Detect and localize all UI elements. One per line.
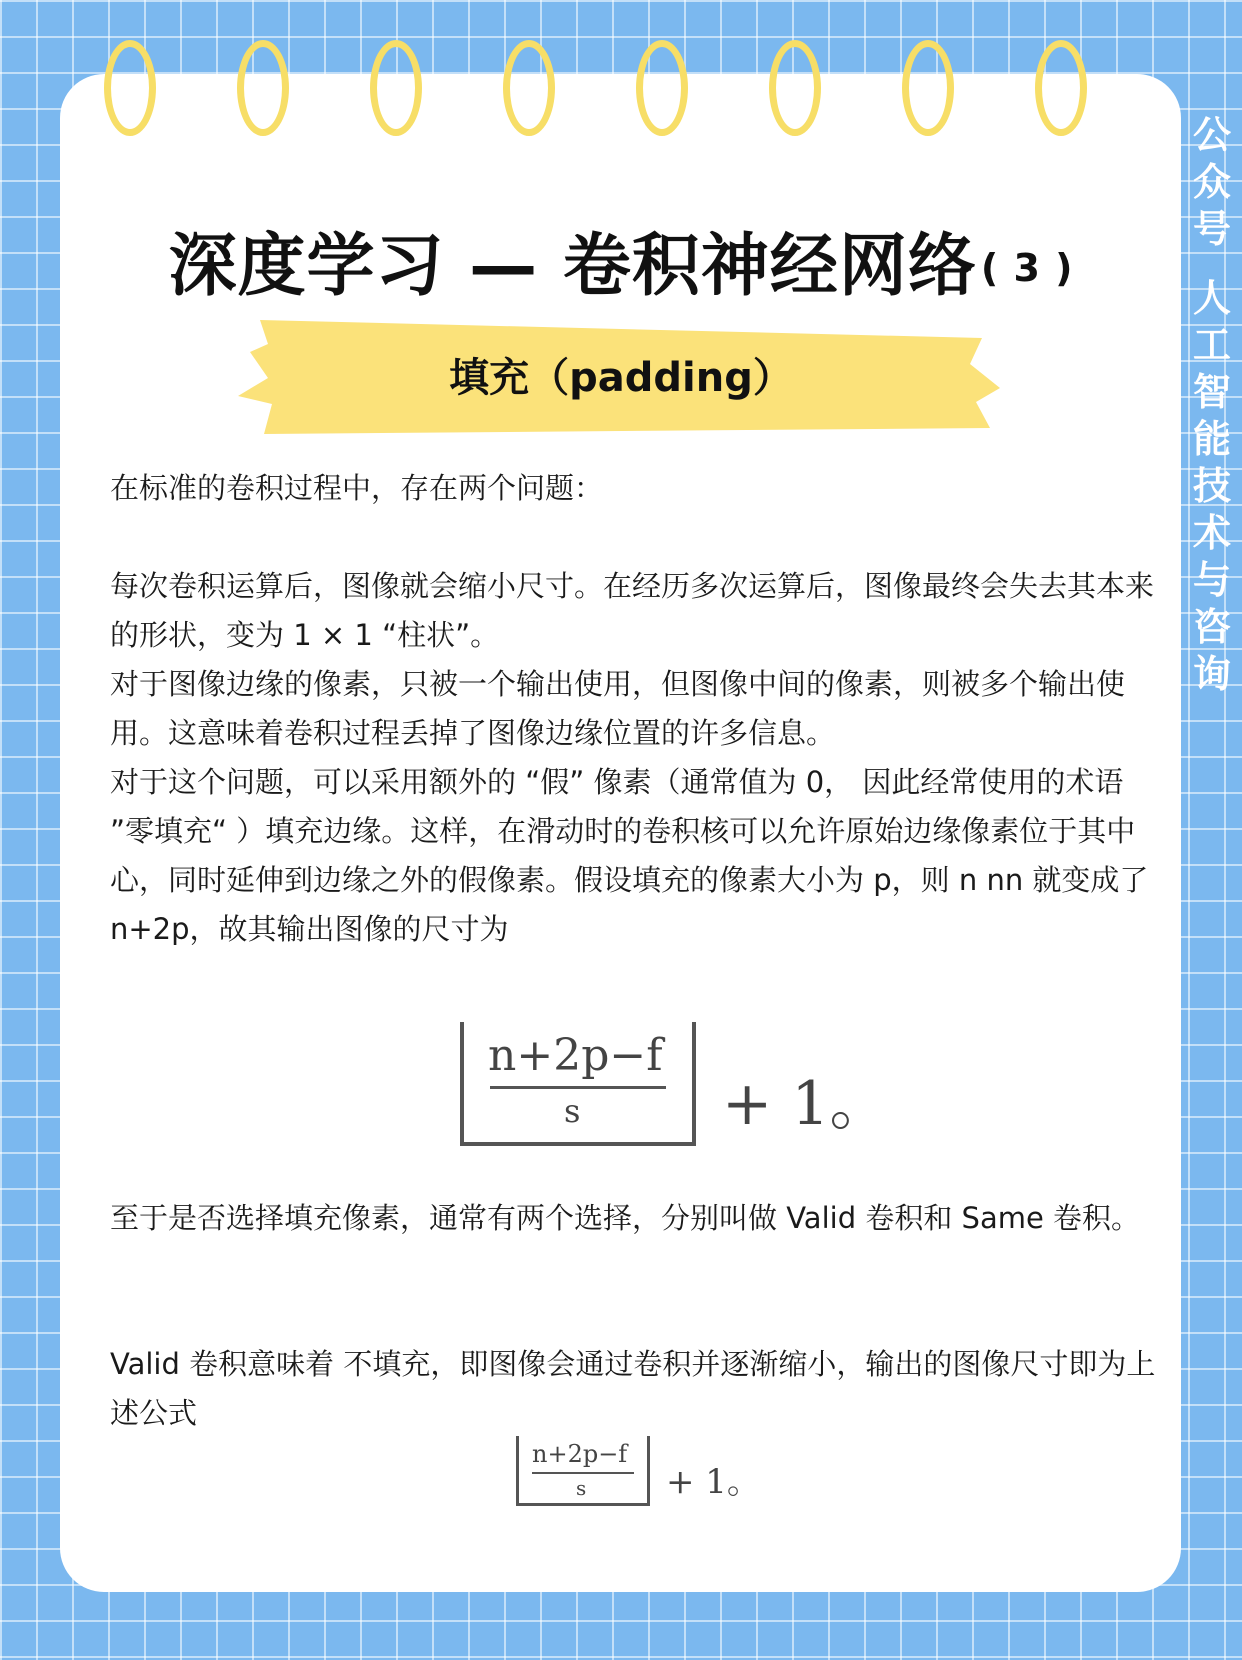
output-size-formula <box>460 1022 890 1146</box>
ring-icon <box>503 40 555 136</box>
formula-tail: + 1。 <box>666 1462 761 1502</box>
solution-paragraph: 对于这个问题，可以采用额外的 “假” 像素（通常值为 0， 因此经常使用的术语 ”零填充“ ）填充边缘。这样，在滑动时的卷积核可以允许原始边缘像素位于其中心，同时延伸到边缘之外的假像素。假设填充的像素大小为 p，则 n nn 就变成了 n+2p，故其输出图像的尺寸为 <box>110 765 1149 946</box>
problem-1-paragraph: 每次卷积运算后，图像就会缩小尺寸。在经历多次运算后，图像最终会失去其本来的形状，变为 1 × 1 “柱状”。 <box>110 569 1155 652</box>
side-caption-account: 公众号 <box>1192 113 1231 251</box>
formula-numerator: n+2p−f <box>532 1440 628 1468</box>
formula-tail: + 1。 <box>722 1069 890 1139</box>
ring-icon <box>769 40 821 136</box>
ring-icon <box>237 40 289 136</box>
side-caption-name: 人工智能技术与咨询 <box>1192 276 1231 696</box>
formula-numerator: n+2p−f <box>488 1030 663 1081</box>
ring-icon <box>902 40 954 136</box>
formula-denominator: s <box>564 1092 581 1130</box>
formula-denominator: s <box>576 1476 587 1500</box>
problem-2-paragraph: 对于图像边缘的像素，只被一个输出使用，但图像中间的像素，则被多个输出使用。这意味着卷积过程丢掉了图像边缘位置的许多信息。 <box>110 667 1126 750</box>
valid-output-formula <box>516 1436 761 1508</box>
ring-icon <box>370 40 422 136</box>
fraction-line <box>532 1472 634 1474</box>
fraction-line <box>490 1086 666 1089</box>
page-title-text: 深度学习 — 卷积神经网络 <box>168 227 977 306</box>
ring-icon <box>636 40 688 136</box>
page-title <box>0 212 1242 309</box>
ring-icon <box>104 40 156 136</box>
page-title-number: ( 3 ) <box>980 246 1074 290</box>
valid-convolution-paragraph: Valid 卷积意味着 不填充，即图像会通过卷积并逐渐缩小，输出的图像尺寸即为上述公式 <box>110 1347 1156 1430</box>
side-caption-gap <box>1190 253 1234 275</box>
section-ribbon <box>238 316 1004 436</box>
side-caption <box>1190 112 1234 698</box>
section-label: 填充（padding） <box>449 355 793 401</box>
ring-icon <box>1035 40 1087 136</box>
padding-choice-paragraph: 至于是否选择填充像素，通常有两个选择，分别叫做 Valid 卷积和 Same 卷积。 <box>110 1201 1141 1235</box>
intro-paragraph: 在标准的卷积过程中，存在两个问题： <box>110 471 604 505</box>
